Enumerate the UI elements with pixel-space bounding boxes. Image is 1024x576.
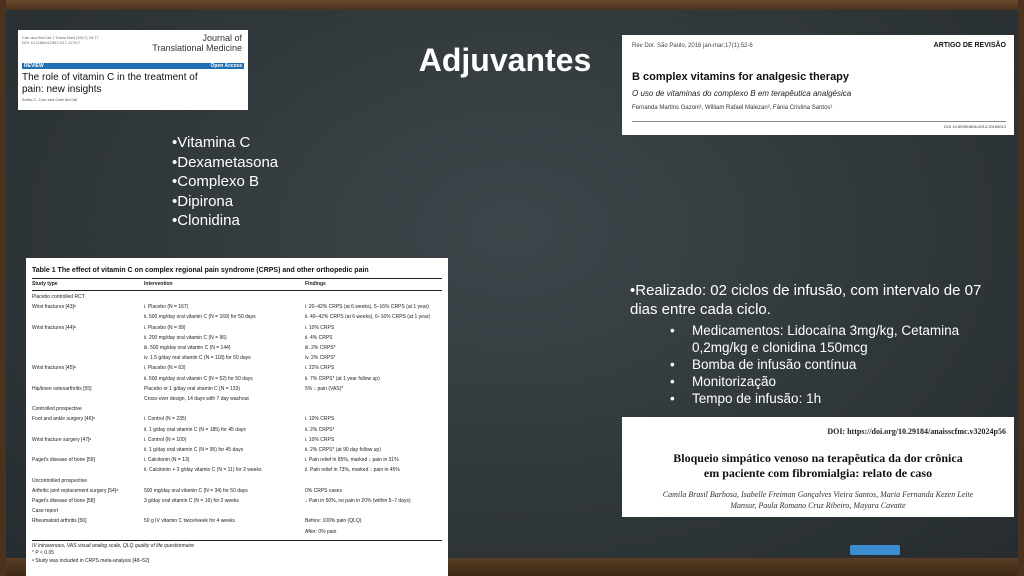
jtm-article-card [18, 30, 248, 110]
frame-top [0, 0, 1024, 10]
revdor-title: B complex vitamins for analgesic therapy [632, 71, 850, 83]
revdor-article-card [622, 35, 1014, 135]
table-cell: ii. 2% CRPS* (at 90 day follow up) [305, 447, 381, 453]
revdor-subtitle: O uso de vitaminas do complexo B em terapêutica analgésica [632, 89, 852, 98]
table-cell: ii. 7% CRPS* (at 1 year follow up) [305, 375, 380, 382]
table-cell: i. Control (N = 235) [144, 416, 187, 423]
jtm-journal-name [142, 33, 242, 53]
table-row [32, 447, 442, 455]
table-footnote: * P < 0.05 [32, 550, 55, 557]
revdor-doi: DOI 10.5935/1806-0013.20160013 [944, 124, 1006, 129]
procedure-main-text: •Realizado: 02 ciclos de infusão, com intervalo de 07 dias entre cada ciclo. [630, 282, 982, 318]
table-cell: ii. 1 g/day oral vitamin C (N = 185) for 45 days [144, 426, 246, 433]
table-header-cell: Study type [32, 281, 58, 287]
revdor-meta: Rev Dor. São Paulo, 2016 jan-mar;17(1):52-6 [632, 43, 753, 49]
table-rule-bottom [32, 540, 442, 541]
table-row [32, 396, 442, 404]
jtm-paper-title: The role of vitamin C in the treatment of pain: new insights [22, 72, 198, 95]
table-cell: ii. 1 g/day oral vitamin C (N = 95) for 45 days [144, 447, 244, 453]
table-cell: iii. 2% CRPS* [305, 345, 336, 351]
anais-doi: DOI: https://doi.org/10.29184/anaisscfmc.v32024p56 [827, 427, 1006, 436]
chalk-piece [850, 545, 900, 555]
table-row [32, 437, 442, 445]
table-cell: Paget's disease of bone [59] [32, 457, 95, 464]
anais-authors [628, 489, 1008, 511]
table-cell: Placebo controlled RCT [32, 294, 85, 300]
frame-right [1018, 0, 1024, 576]
table-cell: Hip/knee osteoarthritis [55] [32, 385, 92, 392]
table-cell: ii. 500 mg/day oral vitamin C (N = 169) for 50 days [144, 314, 256, 321]
table-row [32, 488, 442, 496]
adjuvant-item: •Dexametasona [172, 153, 279, 171]
table-cell: ii. 4% CRPS [305, 334, 333, 341]
table-cell: 5% ↓ pain (VAS)* [305, 385, 344, 392]
table-cell: i. Control (N = 100) [144, 436, 187, 443]
table-footnote: IV intravenous, VAS visual analog scale, QLQ quality of life questionnaire [32, 542, 195, 549]
revdor-divider [632, 121, 1006, 122]
anais-title-line2: em paciente com fibromialgia: relato de caso [703, 466, 933, 480]
table-cell: Placebo or 1 g/day oral vitamin C (N = 133) [144, 385, 241, 392]
procedure-item: • Medicamentos: Lidocaína 3mg/kg, Cetamina 0,2mg/kg e clonidina 150mcg [630, 322, 1005, 356]
jtm-journal-line2: Translational Medicine [152, 43, 242, 53]
table-cell: ii. Calcitonin + 3 g/day vitamin C (N = 11) for 2 weeks [144, 467, 262, 474]
table-cell: iv. 2% CRPS* [305, 355, 336, 362]
adjuvant-item: •Dipirona [172, 192, 234, 210]
table-cell: Cross-over design, 14 days with 7 day washout [144, 396, 249, 402]
table-row [32, 304, 442, 312]
table-cell: i. Placebo (N = 99) [144, 324, 186, 331]
table-row [32, 478, 442, 486]
table-row [32, 335, 442, 343]
table-row [32, 355, 442, 363]
table-cell: iv. 1.5 g/day oral vitamin C (N = 118) for 50 days [144, 355, 251, 362]
table-cell: iii. 500 mg/day oral vitamin C (N = 144) [144, 345, 231, 351]
table-row [32, 376, 442, 384]
table-cell: i. 10% CRPS [305, 436, 335, 443]
table-row [32, 386, 442, 394]
jtm-review-label: REVIEW [24, 63, 44, 69]
table-row [32, 529, 442, 537]
table-cell: 3 g/day oral vitamin C (N = 16) for 2 weeks [144, 498, 239, 504]
table-row [32, 325, 442, 333]
jtm-journal-line1: Journal of [202, 33, 242, 43]
anais-title-line1: Bloqueio simpático venoso na terapêutica da dor crônica [673, 451, 963, 465]
vitamin-c-table [26, 258, 448, 576]
table-cell: Wrist fractures [45]ᵃ [32, 365, 76, 372]
table-cell: ii. Pain relief in 73%, marked ↓ pain in 45% [305, 467, 400, 474]
table-row [32, 406, 442, 414]
table-cell: Wrist fractures [44]ᵃ [32, 324, 76, 331]
anais-article-card [622, 417, 1014, 517]
table-row [32, 365, 442, 373]
adjuvant-item: •Vitamina C [172, 134, 251, 151]
table-cell: Before: 100% pain (QLQ) [305, 518, 362, 525]
table-footnote: ᵃ Study was included in CRPS meta-analysis [48–52] [32, 557, 150, 564]
table-cell: ii. 200 mg/day oral vitamin C (N = 96) [144, 334, 227, 341]
table-row [32, 518, 442, 526]
table-rule-top [32, 278, 442, 279]
table-row [32, 498, 442, 506]
table-cell: 0% CRPS cases [305, 487, 342, 494]
table-row [32, 314, 442, 322]
slide-title: Adjuvantes [418, 42, 592, 78]
anais-authors-line2: Mansur, Paula Romano Cruz Ribeiro, Mayara Cavatte [730, 501, 906, 510]
table-rule-header [32, 290, 442, 291]
table-cell: ii. 40–42% CRPS (at 6 weeks), 6–16% CRPS (at 1 year) [305, 314, 431, 321]
table-header-cell: Findings [305, 281, 326, 287]
table-row [32, 457, 442, 465]
table-cell: ii. 2% CRPS* [305, 426, 335, 433]
table-header-row [32, 281, 442, 289]
revdor-authors: Fernanda Martins Gazoni¹, William Rafael Malezan², Fânia Cristina Santos¹ [632, 105, 833, 111]
procedure-item: • Monitorização [630, 373, 1005, 390]
table-cell: Arthritic joint replacement surgery [54]ᵃ [32, 487, 119, 494]
jtm-open-access-label: Open Access [210, 63, 242, 69]
table-cell: i. Placebo (N = 167) [144, 304, 189, 311]
table-cell: i. 22% CRPS [305, 365, 335, 372]
table-cell: Wrist fractures [43]ᵃ [32, 304, 76, 311]
jtm-authors: Anitra C. Carr and Cate McCall [22, 97, 78, 102]
table-cell: i. 20–42% CRPS (at 6 weeks), 5–16% CRPS (at 1 year) [305, 304, 429, 311]
procedure-description [630, 281, 1005, 407]
table-cell: After: 0% pain [305, 528, 337, 535]
table-cell: Controlled prospective [32, 406, 82, 413]
table-cell: Foot and ankle surgery [46]ᵃ [32, 416, 95, 423]
table-row [32, 294, 442, 302]
table-cell: Rheumatoid arthritis [56] [32, 518, 87, 525]
jtm-meta: Carr and McCall J Transl Med (2017) 15:77 DOI 10.1186/s12967-017-1179-7 [22, 35, 99, 45]
jtm-review-bar [22, 63, 244, 69]
procedure-items [630, 322, 1005, 407]
frame-left [0, 0, 6, 576]
table-header-cell: Intervention [144, 281, 173, 287]
table-row [32, 467, 442, 475]
table-cell: 50 g IV vitamin C twice/week for 4 weeks [144, 518, 235, 525]
adjuvant-item: •Complexo B [172, 173, 259, 190]
table-cell: 500 mg/day oral vitamin C (N = 34) for 50 days [144, 487, 248, 494]
table-caption: Table 1 The effect of vitamin C on complex regional pain syndrome (CRPS) and other orthopedic pain [32, 267, 369, 274]
anais-authors-line1: Camila Brasil Barbosa, Isabelle Freiman Gonçalves Vieira Santos, Maria Fernanda Kezen Leite [662, 490, 974, 499]
table-cell: Wrist fracture surgery [47]ᵃ [32, 436, 92, 443]
table-row [32, 345, 442, 353]
adjuvant-item: •Clonidina [172, 212, 240, 229]
adjuvant-list [172, 133, 352, 231]
procedure-item: • Tempo de infusão: 1h [630, 390, 1005, 407]
table-cell: i. Calcitonin (N = 13) [144, 457, 190, 464]
table-row [32, 427, 442, 435]
table-cell: ii. 500 mg/day oral vitamin C (N = 52) for 50 days [144, 375, 253, 382]
anais-title [632, 451, 1004, 481]
table-row [32, 416, 442, 424]
table-cell: Uncontrolled prospective [32, 477, 88, 484]
procedure-item: • Bomba de infusão contínua [630, 356, 1005, 373]
table-cell: i. 10% CRPS [305, 324, 335, 331]
table-cell: Case report [32, 508, 59, 515]
table-row [32, 508, 442, 516]
table-cell: i. 10% CRPS [305, 416, 335, 423]
table-cell: ↓ Pain in 50%, no pain in 20% (within 5–7 days) [305, 498, 411, 504]
table-cell: Paget's disease of bone [58] [32, 498, 95, 504]
table-cell: i. Placebo (N = 63) [144, 365, 186, 372]
table-cell: i. Pain relief in 85%, marked ↓ pain in 31% [305, 457, 399, 464]
revdor-article-type: ARTIGO DE REVISÃO [933, 42, 1006, 49]
